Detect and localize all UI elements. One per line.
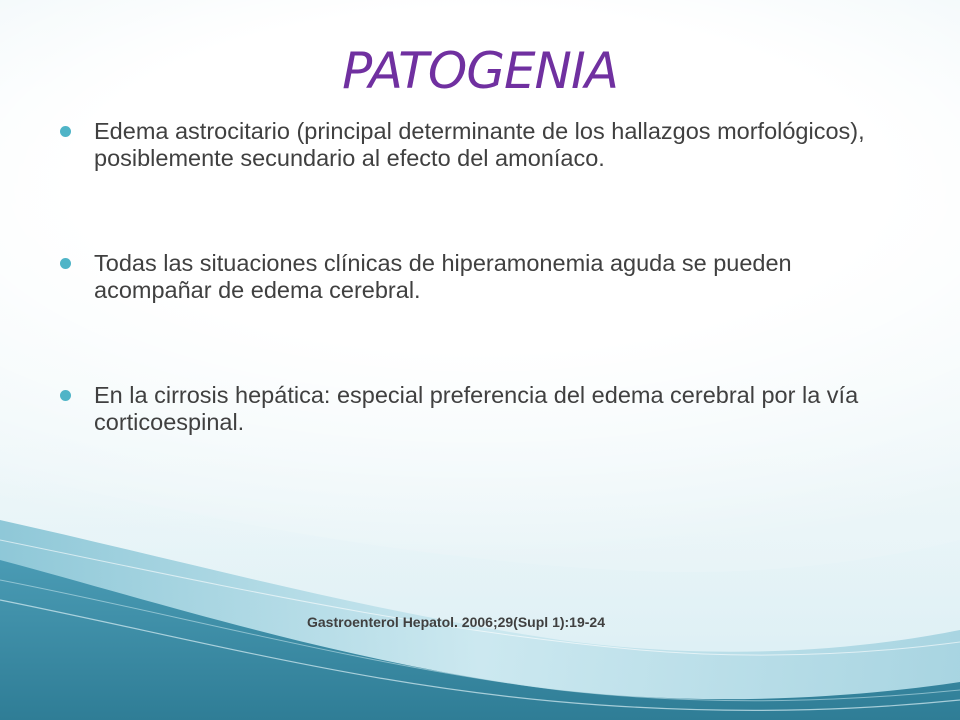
bullet-item <box>58 118 898 172</box>
bullet-text: Todas las situaciones clínicas de hiperamonemia aguda se pueden acompañar de edema cerebral. <box>94 250 792 303</box>
bullet-dot-icon <box>60 390 71 401</box>
bullet-list <box>58 118 898 436</box>
bullet-item <box>58 382 898 436</box>
bullet-dot-icon <box>60 258 71 269</box>
citation: Gastroenterol Hepatol. 2006;29(Supl 1):19-24 <box>307 614 605 630</box>
bullet-item <box>58 250 898 304</box>
bullet-text: Edema astrocitario (principal determinante de los hallazgos morfológicos), posiblemente secundario al efecto del amoníaco. <box>94 118 865 171</box>
slide-title: PATOGENIA <box>342 42 618 100</box>
bullet-text: En la cirrosis hepática: especial preferencia del edema cerebral por la vía corticoespinal. <box>94 382 859 435</box>
bullet-dot-icon <box>60 126 71 137</box>
